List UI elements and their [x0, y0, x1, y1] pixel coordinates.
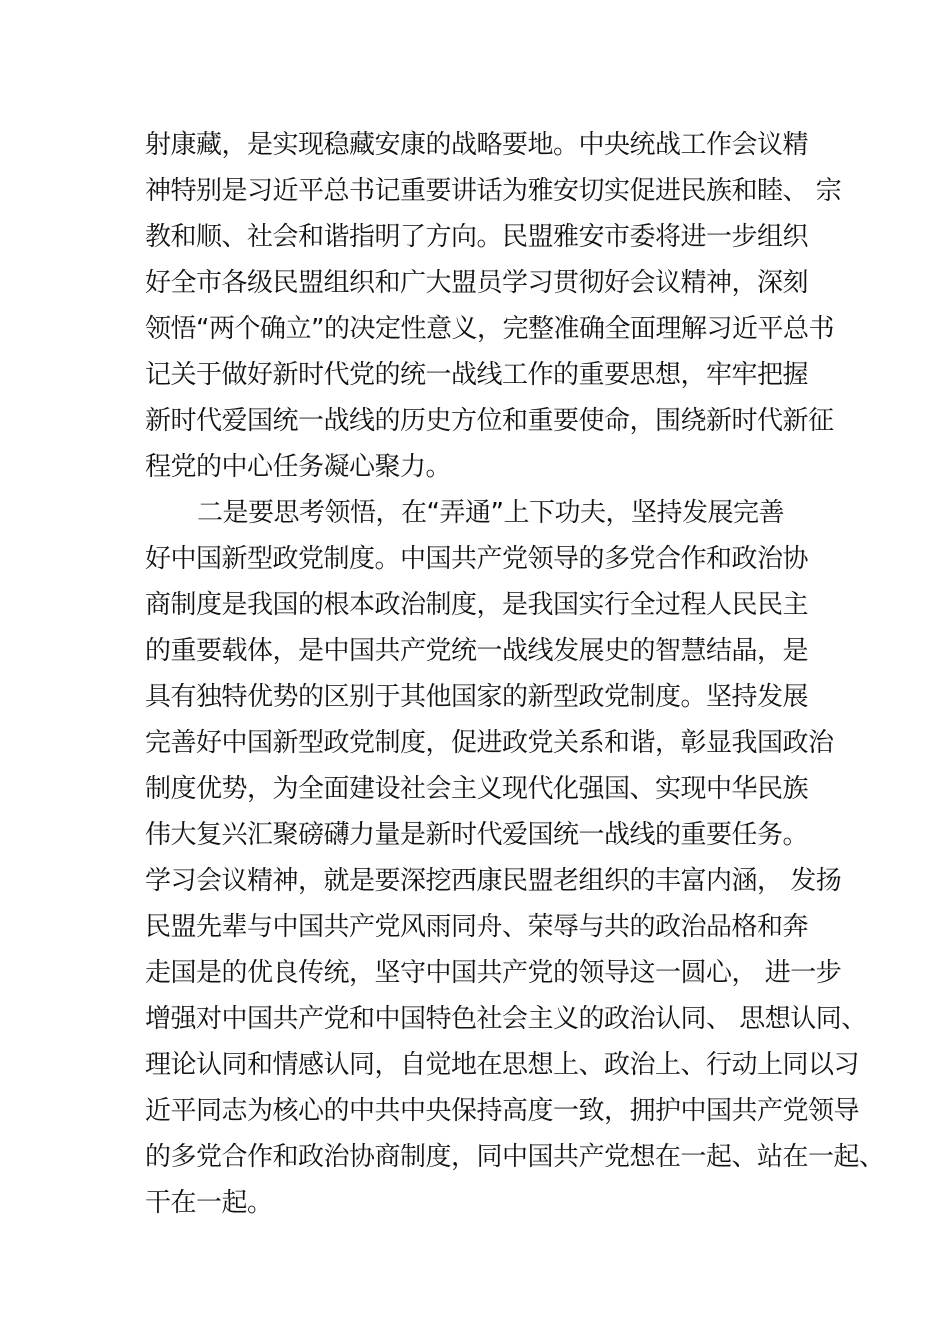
text-line-4: 好全市各级民盟组织和广大盟员学习贯彻好会议精神，深刻	[145, 268, 809, 298]
text-line-19: 走国是的优良传统，坚守中国共产党的领导这一圆心， 进一步	[145, 958, 842, 988]
text-line-1: 射康藏，是实现稳藏安康的战略要地。中央统战工作会议精	[145, 130, 809, 160]
text-line-24: 干在一起。	[145, 1188, 273, 1218]
text-line-7: 新时代爱国统一战线的历史方位和重要使命，围绕新时代新征	[145, 406, 834, 436]
text-line-15: 制度优势，为全面建设社会主义现代化强国、实现中华民族	[145, 774, 809, 804]
text-line-5: 领悟“两个确立”的决定性意义，完整准确全面理解习近平总书	[145, 314, 834, 344]
text-line-21: 理论认同和情感认同，自觉地在思想上、政治上、行动上同以习	[145, 1050, 860, 1080]
text-line-6: 记关于做好新时代党的统一战线工作的重要思想，牢牢把握	[145, 360, 809, 390]
text-line-22: 近平同志为核心的中共中央保持高度一致，拥护中国共产党领导	[145, 1096, 860, 1126]
paragraph-start-line: 二是要思考领悟，在“弄通”上下功夫，坚持发展完善	[197, 498, 784, 528]
text-line-16: 伟大复兴汇聚磅礴力量是新时代爱国统一战线的重要任务。	[145, 820, 809, 850]
text-line-8: 程党的中心任务凝心聚力。	[145, 452, 452, 482]
text-line-20: 增强对中国共产党和中国特色社会主义的政治认同、 思想认同、	[145, 1004, 867, 1034]
text-line-17: 学习会议精神，就是要深挖西康民盟老组织的丰富内涵， 发扬	[145, 866, 842, 896]
text-line-12: 的重要载体，是中国共产党统一战线发展史的智慧结晶，是	[145, 636, 809, 666]
text-line-13: 具有独特优势的区别于其他国家的新型政党制度。坚持发展	[145, 682, 809, 712]
text-line-14: 完善好中国新型政党制度，促进政党关系和谐，彰显我国政治	[145, 728, 834, 758]
text-line-23: 的多党合作和政治协商制度，同中国共产党想在一起、站在一起、	[145, 1142, 885, 1172]
text-line-11: 商制度是我国的根本政治制度，是我国实行全过程人民民主	[145, 590, 809, 620]
text-line-3: 教和顺、社会和谐指明了方向。民盟雅安市委将进一步组织	[145, 222, 809, 252]
body-text	[145, 122, 885, 1226]
text-line-18: 民盟先辈与中国共产党风雨同舟、荣辱与共的政治品格和奔	[145, 912, 809, 942]
text-line-2: 神特别是习近平总书记重要讲话为雅安切实促进民族和睦、 宗	[145, 176, 842, 206]
text-line-10: 好中国新型政党制度。中国共产党领导的多党合作和政治协	[145, 544, 809, 574]
